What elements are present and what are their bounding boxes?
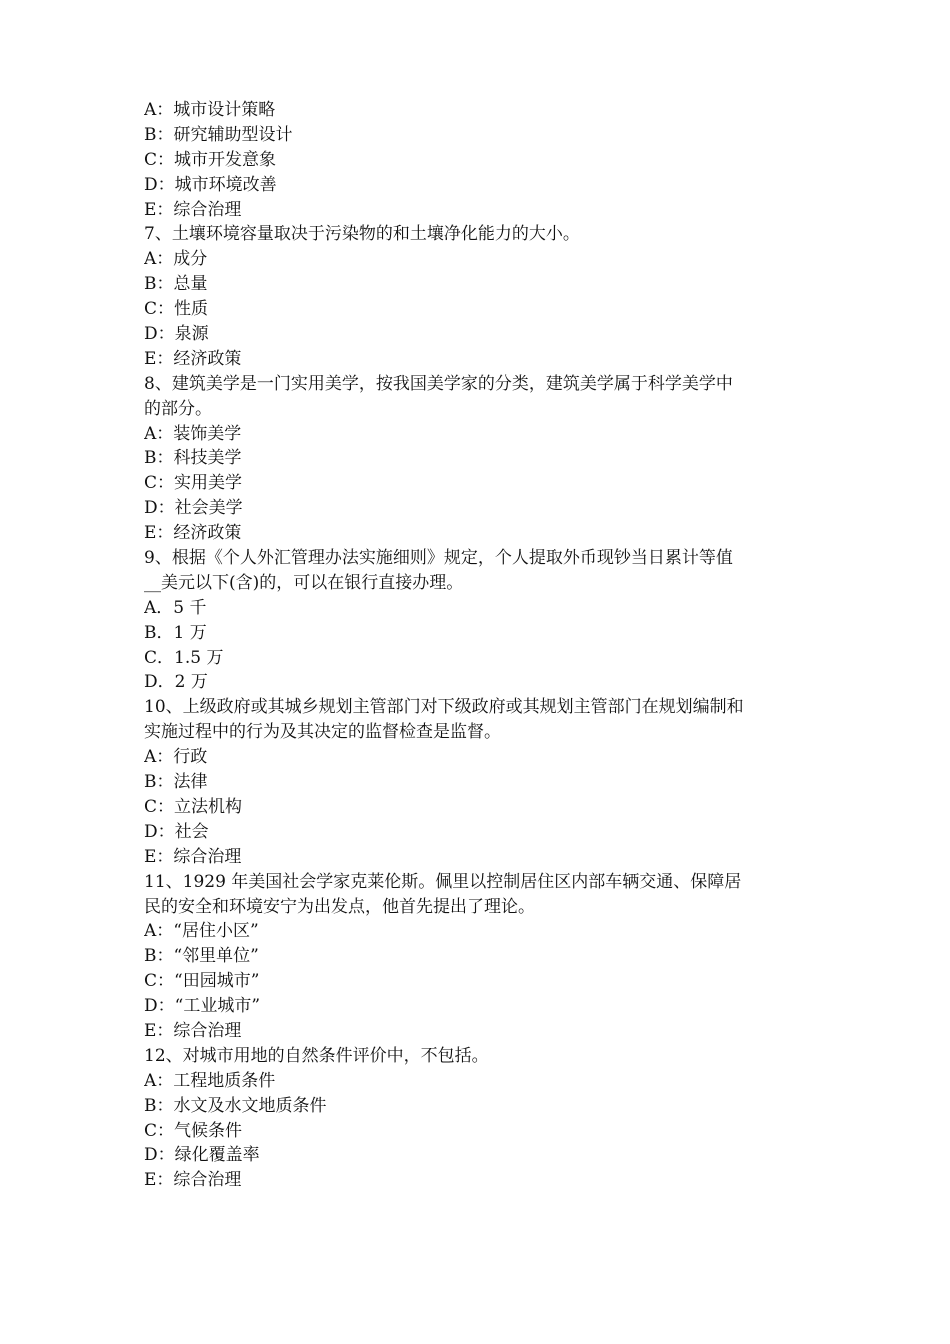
question-9-text-line-2: __美元以下(含)的，可以在银行直接办理。 xyxy=(144,572,464,593)
question-7-option-e: E：经济政策 xyxy=(144,348,242,369)
question-11-option-b: B：“邻里单位” xyxy=(144,946,259,967)
question-11-text-line-1: 11、1929 年美国社会学家克莱伦斯。佩里以控制居住区内部车辆交通、保障居 xyxy=(144,871,742,892)
question-11-option-e: E：综合治理 xyxy=(144,1020,242,1041)
question-10-option-d: D：社会 xyxy=(144,821,209,842)
question-10-text-line-1: 10、上级政府或其城乡规划主管部门对下级政府或其规划主管部门在规划编制和 xyxy=(144,697,744,718)
option-12a-line: A：城市设计策略 xyxy=(144,100,276,120)
question-12-option-d: D：绿化覆盖率 xyxy=(144,1145,260,1166)
question-11-text-line-2: 民的安全和环境安宁为出发点，他首先提出了理论。 xyxy=(144,896,535,917)
question-8-option-b: B：科技美学 xyxy=(144,448,242,469)
question-7-text: 7、土壤环境容量取决于污染物的和土壤净化能力的大小。 xyxy=(144,224,580,245)
question-10-option-c: C：立法机构 xyxy=(144,796,243,817)
question-8-text-line-1: 8、建筑美学是一门实用美学，按我国美学家的分类，建筑美学属于科学美学中 xyxy=(144,373,733,394)
question-9-option-a: A．5 千 xyxy=(144,597,207,618)
question-11-option-d: D：“工业城市” xyxy=(144,996,261,1017)
question-12-option-a: A：工程地质条件 xyxy=(144,1070,276,1091)
option-12d-line: D：城市环境改善 xyxy=(144,174,277,195)
option-12b-line: B：研究辅助型设计 xyxy=(144,124,293,145)
question-9-text-line-1: 9、根据《个人外汇管理办法实施细则》规定，个人提取外币现钞当日累计等值 xyxy=(144,548,733,569)
question-8-option-c: C：实用美学 xyxy=(144,473,243,494)
question-7-option-d: D：泉源 xyxy=(144,324,209,345)
question-8-text-line-2: 的部分。 xyxy=(144,398,212,419)
question-12-option-b: B：水文及水文地质条件 xyxy=(144,1095,327,1116)
question-9-option-b: B．1 万 xyxy=(144,622,207,643)
document-page xyxy=(144,98,814,1193)
option-12c-line: C：城市开发意象 xyxy=(144,149,277,170)
question-11-option-a: A：“居住小区” xyxy=(144,921,259,942)
question-10-option-a: A：行政 xyxy=(144,747,208,768)
option-12e-line: E：综合治理 xyxy=(144,199,242,220)
question-8-option-e: E：经济政策 xyxy=(144,523,242,544)
question-10-text-line-2: 实施过程中的行为及其决定的监督检查是监督。 xyxy=(144,722,501,743)
question-9-option-d: D．2 万 xyxy=(144,672,208,693)
question-10-option-e: E：综合治理 xyxy=(144,846,242,867)
question-12-option-e: E：综合治理 xyxy=(144,1170,242,1191)
question-11-option-c: C：“田园城市” xyxy=(144,971,260,992)
question-7-option-c: C：性质 xyxy=(144,299,209,320)
question-12-text: 12、对城市用地的自然条件评价中，不包括。 xyxy=(144,1045,489,1066)
question-8-option-a: A：装饰美学 xyxy=(144,423,242,444)
question-8-option-d: D：社会美学 xyxy=(144,498,243,519)
question-7-option-a: A：成分 xyxy=(144,249,208,270)
question-7-option-b: B：总量 xyxy=(144,274,208,295)
question-12-option-c: C：气候条件 xyxy=(144,1120,243,1141)
question-9-option-c: C．1.5 万 xyxy=(144,647,224,668)
question-10-option-b: B：法律 xyxy=(144,772,208,793)
